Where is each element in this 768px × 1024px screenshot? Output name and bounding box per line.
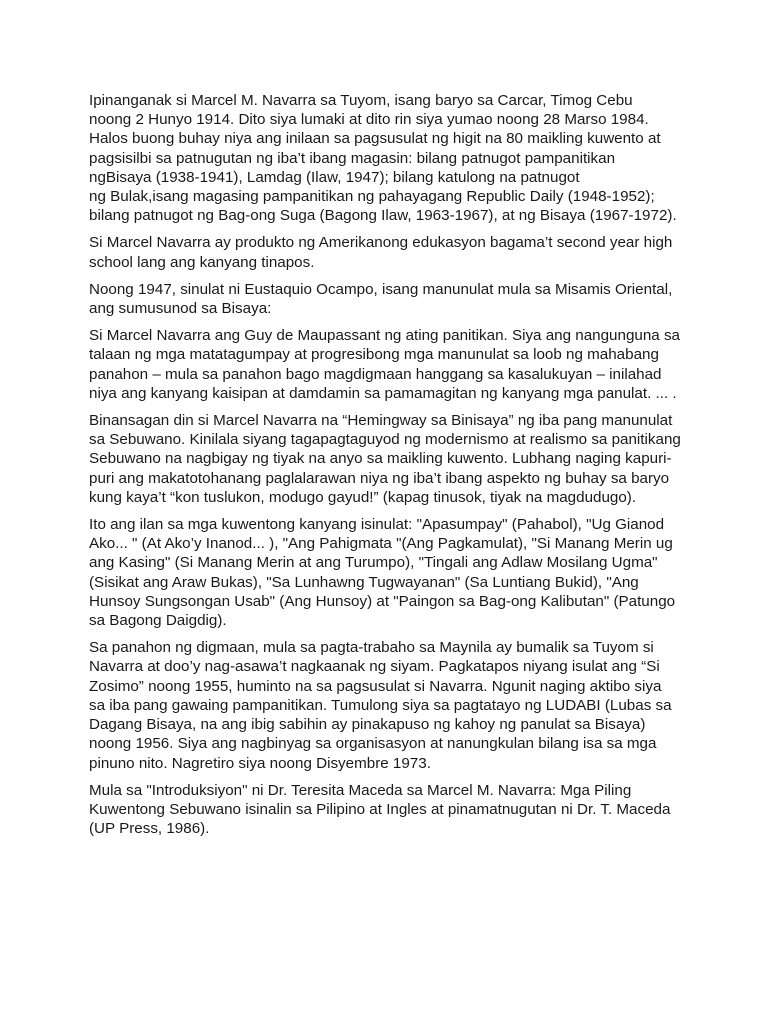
- text-line: bilang patnugot ng Bag-ong Suga (Bagong Ilaw, 1963-1967), at ng Bisaya (1967-1972).: [89, 207, 677, 225]
- paragraph: [89, 280, 680, 318]
- text-line: Mula sa "Introduksiyon" ni Dr. Teresita Maceda sa Marcel M. Navarra: Mga Piling: [89, 781, 632, 799]
- text-line: Zosimo” noong 1955, huminto na sa pagsusulat si Navarra. Ngunit naging aktibo siya: [89, 677, 662, 695]
- paragraph: [89, 233, 680, 271]
- text-line: sa Bagong Daigdig).: [89, 612, 227, 630]
- text-line: ang sumusunod sa Bisaya:: [89, 300, 272, 318]
- text-line: Noong 1947, sinulat ni Eustaquio Ocampo, isang manunulat mula sa Misamis Oriental,: [89, 280, 673, 298]
- text-line: Si Marcel Navarra ang Guy de Maupassant ng ating panitikan. Siya ang nangunguna sa: [89, 327, 680, 345]
- document-body: [89, 91, 680, 838]
- text-line: noong 2 Hunyo 1914. Dito siya lumaki at dito rin siya yumao noong 28 Marso 1984.: [89, 111, 649, 129]
- text-line: pinuno nito. Nagretiro siya noong Disyembre 1973.: [89, 754, 431, 772]
- text-line: Si Marcel Navarra ay produkto ng Amerikanong edukasyon bagama’t second year high: [89, 234, 673, 252]
- paragraph: [89, 781, 680, 839]
- paragraph: [89, 411, 680, 507]
- text-line: pagsisilbi sa patnugutan ng iba’t ibang magasin: bilang patnugot pampanitikan: [89, 149, 616, 167]
- text-line: Binansagan din si Marcel Navarra na “Hemingway sa Binisaya” ng iba pang manunulat: [89, 412, 673, 430]
- text-line: panahon – mula sa panahon bago magdigmaan hanggang sa kasalukuyan – inilahad: [89, 365, 662, 383]
- text-line: Halos buong buhay niya ang inilaan sa pagsusulat ng higit na 80 maikling kuwento at: [89, 130, 661, 148]
- text-line: ngBisaya (1938-1941), Lamdag (Ilaw, 1947); bilang katulong na patnugot: [89, 168, 580, 186]
- text-line: sa iba pang gawaing pampanitikan. Tumulong siya sa pagtatayo ng LUDABI (Lubas sa: [89, 696, 672, 714]
- text-line: Sa panahon ng digmaan, mula sa pagta-trabaho sa Maynila ay bumalik sa Tuyom si: [89, 639, 654, 657]
- text-line: ng Bulak,isang magasing pampanitikan ng pahayagang Republic Daily (1948-1952);: [89, 188, 655, 206]
- text-line: Kuwentong Sebuwano isinalin sa Pilipino at Ingles at pinamatnugutan ni Dr. T. Maceda: [89, 800, 671, 818]
- text-line: Sebuwano na nagbigay ng tiyak na anyo sa maikling kuwento. Lubhang naging kapuri-: [89, 450, 672, 468]
- text-line: Dagang Bisaya, na ang ibig sabihin ay pinakapuso ng kahoy ng panulat sa Bisaya): [89, 716, 646, 734]
- paragraph: [89, 91, 680, 225]
- paragraph: [89, 326, 680, 403]
- text-line: talaan ng mga matatagumpay at progresibong mga manunulat sa loob ng mahabang: [89, 346, 659, 364]
- text-line: puri ang makatotohanang paglalarawan niya ng iba’t ibang aspekto ng buhay sa baryo: [89, 469, 670, 487]
- text-line: Ipinanganak si Marcel M. Navarra sa Tuyom, isang baryo sa Carcar, Timog Cebu: [89, 92, 633, 109]
- text-line: noong 1956. Siya ang nagbinyag sa organisasyon at nanungkulan bilang isa sa mga: [89, 735, 657, 753]
- paragraph: [89, 515, 680, 630]
- text-line: (Sisikat ang Araw Bukas), "Sa Lunhawng Tugwayanan" (Sa Luntiang Bukid), "Ang: [89, 573, 639, 591]
- text-line: niya ang kanyang kaisipan at damdamin sa pamamagitan ng kanyang mga panulat. ... .: [89, 384, 677, 402]
- text-line: Ito ang ilan sa mga kuwentong kanyang isinulat: "Apasumpay" (Pahabol), "Ug Gianod: [89, 516, 665, 534]
- text-line: Ako... " (At Ako’y Inanod... ), "Ang Pahigmata "(Ang Pagkamulat), "Si Manang Merin ug: [89, 535, 673, 553]
- text-line: Hunsoy Sungsongan Usab" (Ang Hunsoy) at "Paingon sa Bag-ong Kalibutan" (Patungo: [89, 592, 676, 610]
- text-line: sa Sebuwano. Kinilala siyang tagapagtaguyod ng modernismo at realismo sa panitikang: [89, 431, 681, 449]
- text-line: (UP Press, 1986).: [89, 820, 210, 838]
- text-line: Navarra at doo’y nag-asawa’t nagkaanak ng siyam. Pagkatapos niyang isulat ang “Si: [89, 658, 660, 676]
- text-line: ang Kasing" (Si Manang Merin at ang Turumpo), "Tingali ang Adlaw Mosilang Ugma": [89, 554, 658, 572]
- paragraph: [89, 638, 680, 772]
- text-line: kung kaya’t “kon tuslukon, modugo gayud!” (kapag tinusok, tiyak na magdudugo).: [89, 488, 637, 506]
- text-line: school lang ang kanyang tinapos.: [89, 253, 315, 271]
